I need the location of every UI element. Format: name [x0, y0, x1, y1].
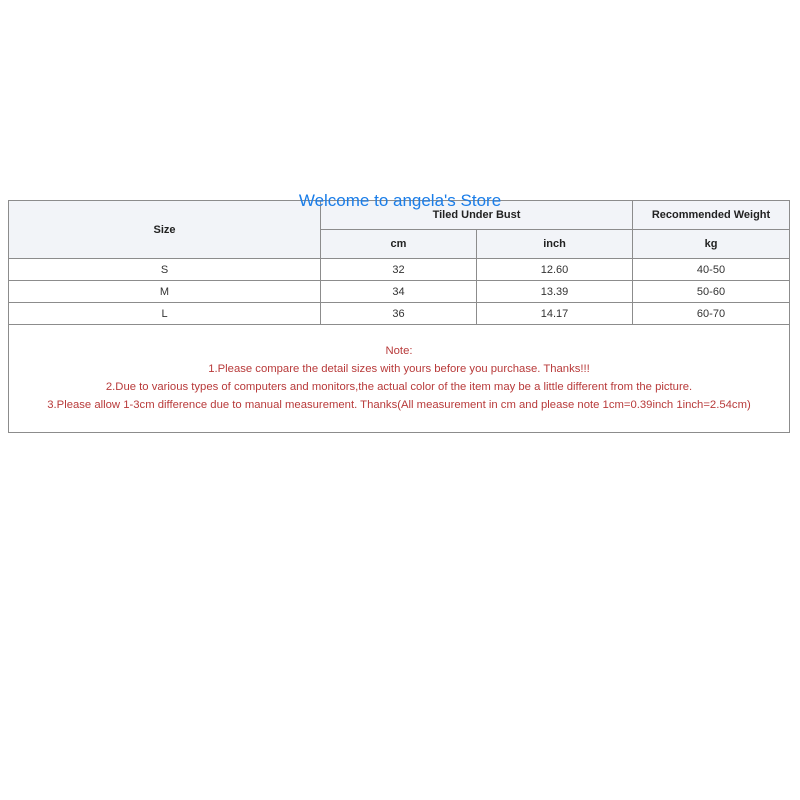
- header-kg: kg: [633, 230, 790, 259]
- notes-section: [9, 325, 790, 433]
- cell-inch: 13.39: [477, 281, 633, 303]
- size-chart: [8, 200, 789, 433]
- cell-cm: 36: [321, 303, 477, 325]
- cell-size: M: [9, 281, 321, 303]
- header-size: Size: [9, 201, 321, 259]
- cell-kg: 40-50: [633, 259, 790, 281]
- note-title: Note:: [385, 345, 413, 357]
- table-row: [9, 259, 790, 281]
- header-inch: inch: [477, 230, 633, 259]
- cell-kg: 60-70: [633, 303, 790, 325]
- cell-cm: 32: [321, 259, 477, 281]
- note-line-2: 2.Due to various types of computers and monitors,the actual color of the item may be a little different from the picture.: [105, 381, 693, 393]
- cell-inch: 12.60: [477, 259, 633, 281]
- cell-size: L: [9, 303, 321, 325]
- note-line-1: 1.Please compare the detail sizes with yours before you purchase. Thanks!!!: [208, 363, 590, 375]
- header-recommended-weight: Recommended Weight: [633, 201, 790, 230]
- note-line-3: 3.Please allow 1-3cm difference due to manual measurement. Thanks(All measurement in cm and please note 1cm=0.39inch 1inch=2.54cm): [47, 399, 751, 411]
- table-row: [9, 303, 790, 325]
- cell-inch: 14.17: [477, 303, 633, 325]
- cell-size: S: [9, 259, 321, 281]
- table-row: [9, 281, 790, 303]
- header-cm: cm: [321, 230, 477, 259]
- store-watermark: Welcome to angela's Store: [298, 191, 502, 210]
- cell-kg: 50-60: [633, 281, 790, 303]
- cell-cm: 34: [321, 281, 477, 303]
- size-table: [8, 200, 790, 433]
- header-tiled-under-bust: Tiled Under Bust: [321, 201, 633, 230]
